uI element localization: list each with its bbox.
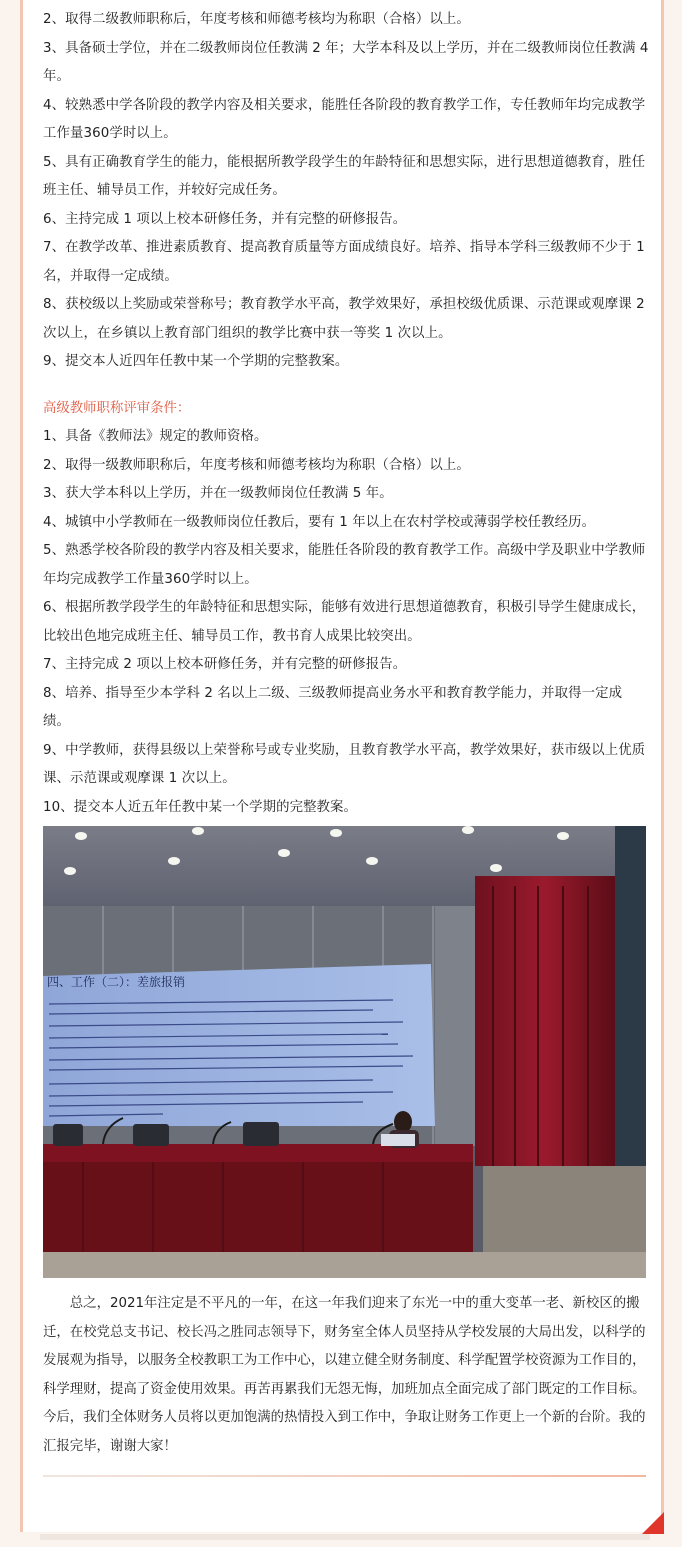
condition-item: 3、具备硕士学位，并在二级教师岗位任教满 2 年；大学本科及以上学历，并在二级教师岗位任教满 4 年。 [43,40,649,84]
condition-item: 8、获校级以上奖励或荣誉称号；教育教学水平高，教学效果好，承担校级优质课、示范课或观摩课 2 次以上，在乡镇以上教育部门组织的教学比赛中获一等奖 1 次以上。 [43,297,645,341]
bottom-divider [43,1475,646,1477]
intermediate-conditions-list [43,6,649,377]
frame-bottom-edge [40,1534,650,1540]
stage-floor-side [483,1166,646,1252]
condition-item: 5、熟悉学校各阶段的教学内容及相关要求，能胜任各阶段的教育教学工作。高级中学及职业中学教师年均完成教学工作量360学时以上。 [43,543,646,587]
senior-section-heading: 高级教师职称评审条件： [43,400,191,416]
senior-conditions-list [43,423,649,822]
condition-item: 6、根据所教学段学生的年龄特征和思想实际，能够有效进行思想道德教育，积极引导学生健康成长，比较出色地完成班主任、辅导员工作，教书育人成果比较突出。 [43,600,646,644]
condition-item: 3、获大学本科以上学历，并在一级教师岗位任教满 5 年。 [43,486,393,501]
condition-item: 1、具备《教师法》规定的教师资格。 [43,429,268,444]
condition-item: 7、主持完成 2 项以上校本研修任务，并有完整的研修报告。 [43,657,407,672]
condition-item: 4、城镇中小学教师在一级教师岗位任教后，要有 1 年以上在农村学校或薄弱学校任教经历。 [43,514,596,530]
meeting-photo [43,826,646,1278]
summary-paragraph: 总之，2021年注定是不平凡的一年，在这一年我们迎来了东光一中的重大变革一老、新校区的搬迁，在校党总支书记、校长冯之胜同志领导下，财务室全体人员坚持从学校发展的大局出发，以科学的发展观为指导，以服务全校教职工为工作中心，以建立健全财务制度、科学配置学校资源为工作目的，科学理财，提高了资金使用效果。再苦再累我们无怨无悔，加班加点全面完成了部门既定的工作目标。今后，我们全体财务人员将以更加饱满的热情投入到工作中，争取让财务工作更上一个新的台阶。我的汇报完毕，谢谢大家！ [43,1296,646,1454]
condition-item: 9、中学教师，获得县级以上荣誉称号或专业奖励，且教育教学水平高，教学效果好，获市级以上优质课、示范课或观摩课 1 次以上。 [43,742,646,786]
condition-item: 2、取得二级教师职称后，年度考核和师德考核均为称职（合格）以上。 [43,12,470,27]
condition-item: 6、主持完成 1 项以上校本研修任务，并有完整的研修报告。 [43,211,407,227]
corner-decoration [642,1512,664,1534]
article-content [43,6,649,1477]
condition-item: 8、培养、指导至少本学科 2 名以上二级、三级教师提高业务水平和教育教学能力，并取得一定成绩。 [43,685,623,729]
floor [43,1252,646,1278]
condition-item: 10、提交本人近五年任教中某一个学期的完整教案。 [43,799,358,815]
pillar [435,906,475,1146]
side-wall [615,826,646,1166]
condition-item: 7、在教学改革、推进素质教育、提高教育质量等方面成绩良好。培养、指导本学科三级教师不少于 1 名，并取得一定成绩。 [43,240,645,284]
condition-item: 4、较熟悉中学各阶段的教学内容及相关要求，能胜任各阶段的教育教学工作，专任教师年均完成教学工作量360学时以上。 [43,97,646,141]
screen-title: 四、工作（二）：差旅报销 [47,975,186,989]
condition-item: 2、取得一级教师职称后，年度考核和师德考核均为称职（合格）以上。 [43,457,470,473]
stage-curtain [475,876,615,1166]
condition-item: 5、具有正确教育学生的能力，能根据所教学段学生的年龄特征和思想实际，进行思想道德教育，胜任班主任、辅导员工作，并较好完成任务。 [43,154,646,198]
section-spacer [43,377,649,395]
condition-item: 9、提交本人近四年任教中某一个学期的完整教案。 [43,354,349,369]
table-skirt [43,1162,473,1252]
meeting-photo-illustration [43,826,646,1278]
